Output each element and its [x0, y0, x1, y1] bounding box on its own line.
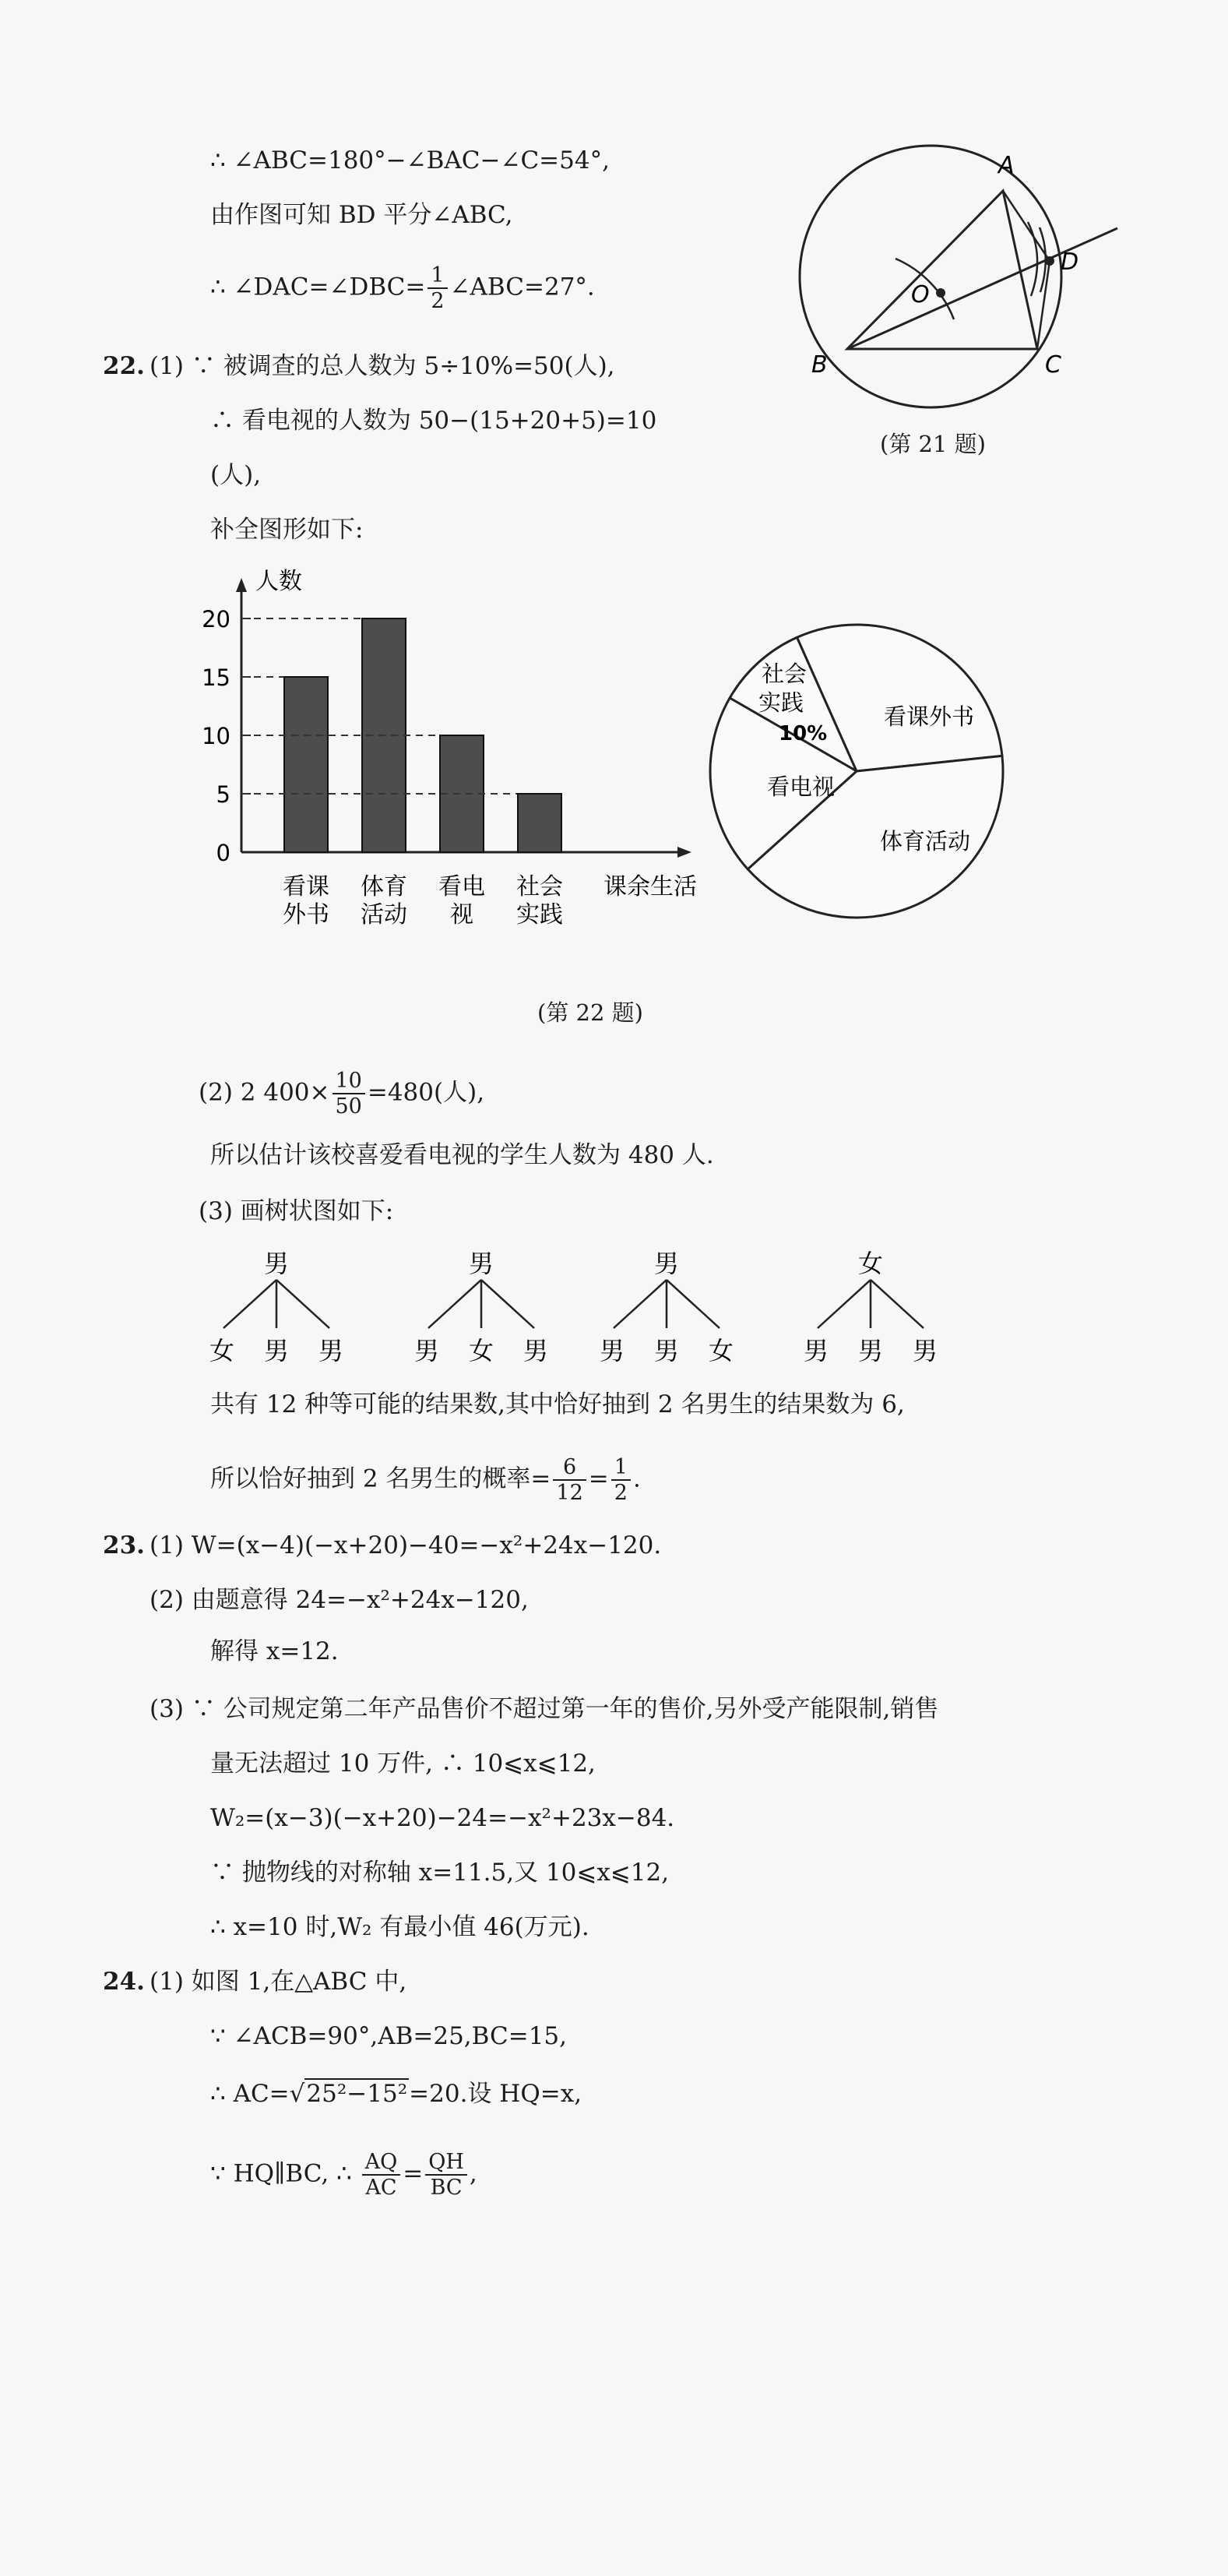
tree-2-leaf-3: 男: [523, 1336, 549, 1366]
tree-3-branch-right: [667, 1280, 720, 1328]
tree-2-root: 男: [468, 1249, 494, 1278]
label-c: C: [1045, 351, 1061, 379]
pie-slice-label: 社会: [762, 661, 808, 687]
p22-q2-a: (2) 2 400×: [199, 1078, 330, 1107]
figure-21-caption: (第 21 题): [880, 431, 986, 457]
p24-line-4-eq: =: [403, 2159, 424, 2188]
p21-fraction-numerator: 1: [428, 263, 447, 289]
figure-22-caption: (第 22 题): [537, 999, 643, 1026]
p23-line-3: 解得 x=12.: [210, 1637, 339, 1665]
construction-arc-2: [1028, 222, 1037, 296]
p22-q2-line: [199, 1069, 484, 1119]
pie-slice-label: 看电视: [767, 774, 836, 800]
p22-line-4: 补全图形如下:: [210, 516, 364, 544]
label-a: A: [998, 152, 1015, 179]
pie-slice-label: 看课外书: [884, 703, 975, 730]
p24-f2-numerator: QH: [425, 2150, 467, 2176]
p23-line-8: ∴ x=10 时,W₂ 有最小值 46(万元).: [210, 1913, 589, 1941]
tree-4-svg: [793, 1242, 948, 1375]
p21-line-3-b: ∠ABC=27°.: [449, 273, 595, 301]
p22-q2-b: =480(人),: [367, 1078, 485, 1107]
tree-1-leaf-2: 男: [263, 1336, 290, 1366]
tree-3-leaf-3: 女: [708, 1336, 734, 1366]
pie-slice-label: 体育活动: [880, 828, 971, 855]
tree-3-branch-left: [614, 1280, 667, 1328]
tree-diagram-2: [403, 1242, 559, 1378]
pie-chart: [701, 615, 1028, 927]
p22-q3-prob-a: 所以恰好抽到 2 名男生的概率=: [210, 1464, 551, 1493]
p21-line-3-a: ∴ ∠DAC=∠DBC=: [210, 273, 426, 301]
tree-4-root: 女: [857, 1249, 884, 1278]
x-tick-label: 外书: [283, 901, 329, 929]
label-b: B: [811, 351, 828, 379]
p22-q2-numerator: 10: [333, 1069, 365, 1094]
p24-number: 24.: [103, 1968, 145, 1996]
point-d: [1045, 256, 1054, 266]
p21-line-3: [210, 263, 595, 313]
p22-q3-fraction-1: [553, 1455, 586, 1505]
p24-f2-denominator: BC: [430, 2176, 463, 2201]
p22-line-1: (1) ∵ 被调查的总人数为 5÷10%=50(人),: [150, 352, 615, 380]
bar: [518, 794, 561, 852]
y-axis-arrow: [236, 578, 247, 592]
p22-line-2: ∴ 看电视的人数为 50−(15+20+5)=10: [210, 407, 657, 435]
tree-2-leaf-1: 男: [413, 1336, 440, 1366]
p23-line-2: (2) 由题意得 24=−x²+24x−120,: [150, 1586, 529, 1614]
x-tick-label: 活动: [361, 901, 407, 929]
bar: [284, 677, 328, 852]
tree-4-branch-left: [818, 1280, 871, 1328]
p22-line-3: (人),: [210, 461, 262, 489]
p22-number: 22.: [103, 352, 145, 380]
tree-2-leaf-2: 女: [468, 1336, 494, 1366]
p22-q3-prob-end: .: [632, 1464, 641, 1493]
p22-q3-f1-denominator: 12: [556, 1481, 583, 1506]
p24-line-2: ∵ ∠ACB=90°,AB=25,BC=15,: [210, 2022, 568, 2050]
p24-fraction-1: [362, 2150, 401, 2200]
y-tick-label: 5: [216, 781, 230, 808]
p24-line-3-a: ∴ AC=√: [210, 2080, 305, 2108]
p22-q2-denominator: 50: [335, 1094, 362, 1119]
center-o-point: [936, 288, 945, 298]
p24-f1-denominator: AC: [365, 2176, 397, 2201]
tree-1-svg: [199, 1242, 354, 1375]
tree-1-root: 男: [263, 1249, 290, 1278]
p24-line-4-end: ,: [469, 2159, 477, 2188]
tree-4-leaf-3: 男: [912, 1336, 938, 1366]
x-tick-label: 体育: [361, 873, 407, 900]
tree-1-leaf-3: 男: [318, 1336, 344, 1366]
p22-q3-f1-numerator: 6: [553, 1455, 586, 1481]
tree-3-root: 男: [653, 1249, 680, 1278]
p21-fraction: [428, 263, 447, 313]
tree-4-leaf-2: 男: [857, 1336, 884, 1366]
construction-arc-3: [1040, 227, 1046, 292]
p23-number: 23.: [103, 1531, 145, 1559]
pie-slice-label: 实践: [758, 689, 804, 716]
p22-q3-f2-denominator: 2: [614, 1481, 628, 1506]
x-tick-label: 视: [450, 901, 473, 929]
p24-f1-numerator: AQ: [362, 2150, 401, 2176]
bar-chart: [179, 561, 709, 981]
bisector-bd: [847, 228, 1117, 349]
tree-1-leaf-1: 女: [209, 1336, 235, 1366]
triangle-abc: [847, 191, 1037, 349]
p22-q3-probability: 所以恰好抽到 2 名男生的概率= $\frac{6}{12}$ = $\frac{1}{2}$ .: [210, 1455, 641, 1506]
tree-2-branch-left: [428, 1280, 481, 1328]
x-tick-label: 看电: [438, 873, 485, 900]
figure-21-diagram: [794, 140, 1121, 467]
x-axis-arrow: [677, 847, 691, 858]
p23-line-1: (1) W=(x−4)(−x+20)−40=−x²+24x−120.: [150, 1531, 662, 1559]
p23-line-7: ∵ 抛物线的对称轴 x=11.5,又 10⩽x⩽12,: [210, 1859, 670, 1887]
tree-3-leaf-1: 男: [599, 1336, 625, 1366]
y-tick-label: 20: [202, 606, 230, 633]
p24-line-1: (1) 如图 1,在△ABC 中,: [150, 1968, 407, 1996]
tree-3-leaf-2: 男: [653, 1336, 680, 1366]
tree-3-svg: [589, 1242, 744, 1375]
x-tick-label: 社会: [516, 873, 563, 900]
p24-fraction-2: [425, 2150, 467, 2200]
x-tick-label: 实践: [516, 901, 563, 929]
p24-line-4-a: ∵ HQ∥BC, ∴: [210, 2159, 352, 2188]
tree-1-branch-right: [276, 1280, 329, 1328]
tree-2-svg: [403, 1242, 559, 1375]
p22-q3-results: 共有 12 种等可能的结果数,其中恰好抽到 2 名男生的结果数为 6,: [210, 1390, 905, 1418]
tree-4-branch-right: [871, 1280, 924, 1328]
y-axis-label: 人数: [255, 568, 302, 595]
p21-fraction-denominator: 2: [431, 289, 445, 314]
p23-line-6: W₂=(x−3)(−x+20)−24=−x²+23x−84.: [210, 1804, 675, 1832]
x-axis-label: 课余生活: [603, 873, 697, 900]
p22-q3-line: (3) 画树状图如下:: [199, 1197, 394, 1225]
p22-q2-fraction: [333, 1069, 365, 1119]
tree-diagram-3: [589, 1242, 744, 1378]
p21-line-2: 由作图可知 BD 平分∠ABC,: [210, 201, 513, 229]
p22-q3-f2-numerator: 1: [611, 1455, 631, 1481]
y-tick-label: 15: [202, 664, 230, 691]
pie-percent-label: 10%: [779, 722, 828, 745]
p24-sqrt-radicand: 25²−15²: [306, 2080, 408, 2108]
p24-line-4: [210, 2150, 477, 2200]
p22-q3-fraction-2: [611, 1455, 631, 1505]
tree-4-leaf-1: 男: [803, 1336, 829, 1366]
tree-diagram-1: [199, 1242, 354, 1378]
p23-line-5: 量无法超过 10 万件, ∴ 10⩽x⩽12,: [210, 1750, 596, 1778]
x-tick-label: 看课: [283, 873, 329, 900]
p21-line-1: ∴ ∠ABC=180°−∠BAC−∠C=54°,: [210, 146, 610, 174]
y-tick-label: 0: [216, 840, 230, 866]
p22-q2-conclusion: 所以估计该校喜爱看电视的学生人数为 480 人.: [210, 1141, 714, 1169]
p23-line-4: (3) ∵ 公司规定第二年产品售价不超过第一年的售价,另外受产能限制,销售: [150, 1695, 939, 1723]
label-o: O: [911, 281, 930, 308]
p24-line-3: [210, 2080, 582, 2109]
tree-2-branch-right: [481, 1280, 534, 1328]
p24-line-3-b: =20.设 HQ=x,: [409, 2080, 582, 2108]
tree-1-branch-left: [223, 1280, 276, 1328]
tree-diagram-4: [793, 1242, 948, 1378]
label-d: D: [1061, 248, 1079, 276]
y-tick-label: 10: [202, 723, 230, 749]
